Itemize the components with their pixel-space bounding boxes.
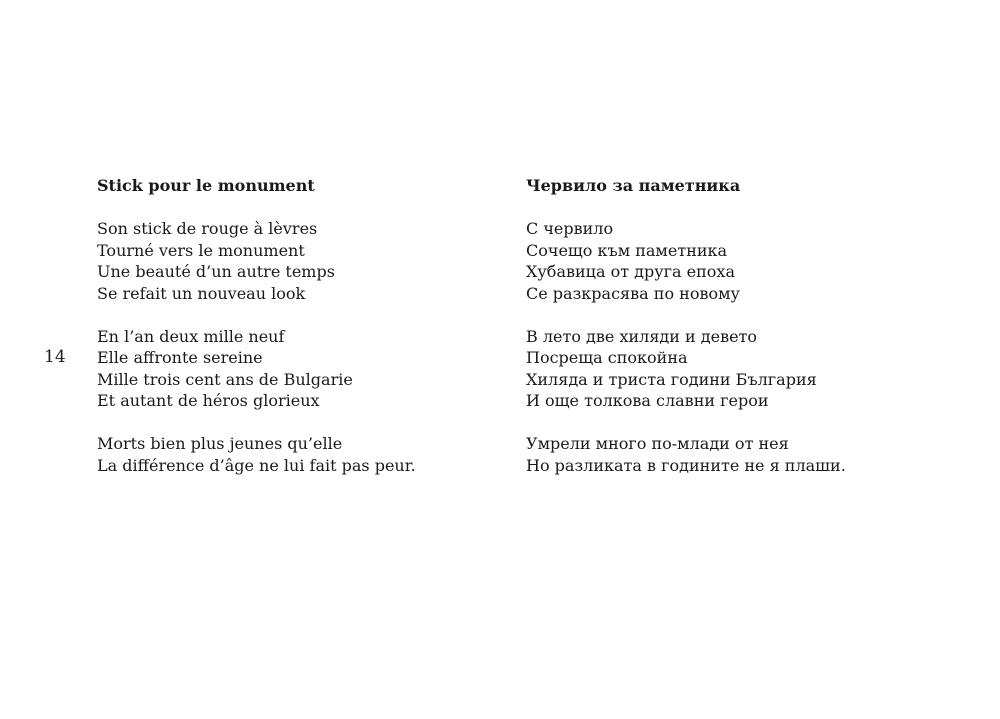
poem-line: Morts bien plus jeunes qu’elle [97, 434, 343, 453]
french-poem-title: Stick pour le monument [97, 176, 315, 195]
poem-line: Сочещо към паметника [526, 240, 728, 260]
french-stanza-2 [97, 326, 416, 412]
french-stanza-1 [97, 218, 416, 304]
poem-line: Се разкрасява по новому [526, 283, 740, 303]
poem-line: En l’an deux mille neuf [97, 326, 285, 346]
french-stanza-3 [97, 433, 416, 476]
poem-line: Mille trois cent ans de Bulgarie [97, 369, 353, 389]
poem-line: С червило [526, 219, 614, 238]
poem-line: Et autant de héros glorieux [97, 391, 320, 410]
poem-line: Se refait un nouveau look [97, 283, 306, 303]
poem-line: Посреща спокойна [526, 348, 688, 367]
poem-line: В лето две хиляди и девето [526, 326, 758, 346]
poem-line: Une beauté d’un autre temps [97, 262, 335, 281]
poem-line: Elle affronte sereine [97, 348, 263, 367]
poem-line: Хубавица от друга епоха [526, 262, 735, 281]
poem-line: Умрели много по-млади от нея [526, 434, 789, 453]
bulgarian-poem [526, 175, 846, 498]
poem-line: Но разликата в годините не я плаши. [526, 455, 846, 475]
poem-line: Tourné vers le monument [97, 240, 305, 260]
bulgarian-poem-title: Червило за паметника [526, 176, 741, 195]
poem-line: Хиляда и триста години България [526, 369, 817, 389]
bulgarian-stanza-2 [526, 326, 846, 412]
bulgarian-stanza-1 [526, 218, 846, 304]
poem-line: И още толкова славни герои [526, 391, 769, 410]
bulgarian-stanza-3 [526, 433, 846, 476]
french-poem [97, 175, 416, 498]
poem-line: Son stick de rouge à lèvres [97, 219, 318, 238]
poem-line: La différence d’âge ne lui fait pas peur. [97, 455, 416, 475]
page-number: 14 [44, 347, 66, 367]
